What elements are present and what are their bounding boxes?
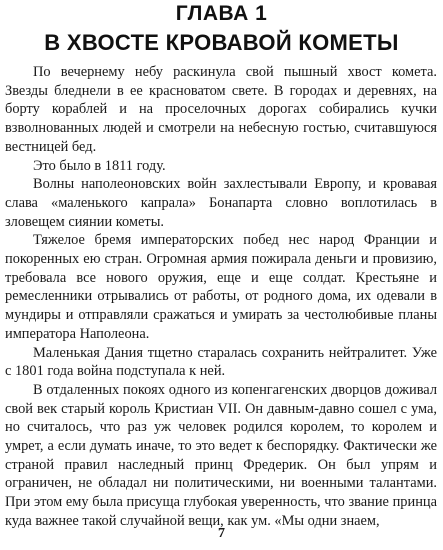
page-number: 7 bbox=[218, 526, 225, 541]
paragraph: Тяжелое бремя императорских побед нес народ Франции и покоренных ею стран. Огромная армия пожирала деньги и провизию, требовала все нового оружия, еще и еще солдат. Крестьяне и ремесленники отрывались от работы, от родного дома, их одевали в мундиры и отправляли сражаться и умирать за честолюбивые планы императора Наполеона. bbox=[5, 232, 437, 342]
chapter-body bbox=[5, 63, 437, 531]
paragraph: Волны наполеоновских войн захлестывали Европу, и кровавая слава «маленького капрала» Бонапарта словно воплотилась в зловещем сиянии кометы. bbox=[5, 176, 437, 230]
paragraph: В отдаленных покоях одного из копенгагенских дворцов доживал свой век старый король Кристиан VII. Он давным-давно сошел с ума, но считалось, что раз уж человек родился королем, то королем и умрет, а если думать иначе, то это ведет к беспорядку. Фактически же страной правил наследный принц Фредерик. Он был упрям и ограничен, не обладал ни политическими, ни военными талантами. При этом ему была присуща глубокая уверенность, что звание принца куда важнее такой случайной вещи, как ум. «Мы одни знаем, bbox=[5, 381, 437, 529]
paragraph: Это было в 1811 году. bbox=[33, 157, 166, 174]
chapter-number: ГЛАВА 1 bbox=[175, 2, 268, 25]
paragraph: По вечернему небу раскинула свой пышный хвост комета. Звезды бледнели в ее красноватом свете. В городах и деревнях, на борту кораблей и на проселочных дорогах собирались кучки взволнованных людей и смотрели на небесную гостью, считавшуюся вестницей бед. bbox=[5, 64, 437, 155]
chapter-title: В ХВОСТЕ КРОВАВОЙ КОМЕТЫ bbox=[44, 30, 399, 55]
paragraph: Маленькая Дания тщетно старалась сохранить нейтралитет. Уже с 1801 года война подступала к ней. bbox=[5, 344, 437, 380]
